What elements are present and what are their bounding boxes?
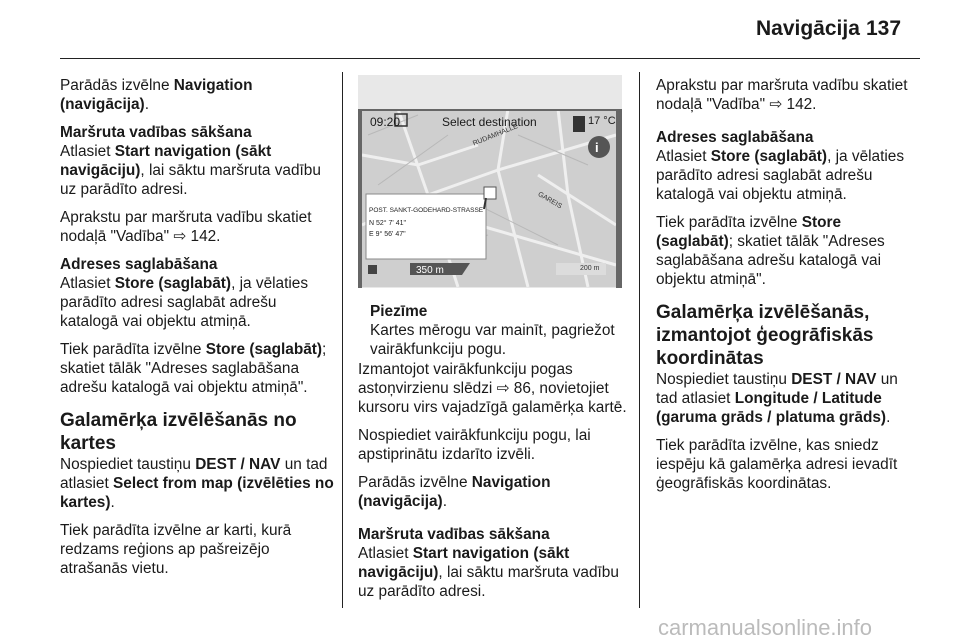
map-street-label: GAREIS — [536, 191, 563, 211]
map-scale: 200 m — [580, 265, 600, 272]
right-column — [656, 76, 922, 493]
column-divider-left — [342, 72, 343, 608]
navigation-screen-image — [358, 75, 622, 288]
map-latitude: N 52° 7' 41" — [369, 220, 406, 227]
middle-column — [358, 360, 634, 601]
section-heading: Adreses saglabāšana — [656, 129, 814, 146]
chapter-heading: Galamērķa izvēlēšanās, izmantojot ģeogrāfiskās koordinātas — [656, 302, 874, 369]
paragraph: Tiek parādīta izvēlne Store (saglabāt); skatiet tālāk "Adreses saglabāšana adrešu katalogā vai objektu atmiņā". — [60, 341, 327, 396]
paragraph: Atlasiet Start navigation (sākt navigāciju), lai sāktu maršruta vadību uz parādīto adresi. — [358, 545, 619, 600]
watermark-text: carmanualsonline.info — [658, 615, 873, 640]
map-address: POST. SANKT-GODEHARD-STRASSE — [369, 207, 484, 214]
paragraph: Aprakstu par maršruta vadību skatiet nodaļā "Vadība" ⇨ 142. — [60, 209, 312, 245]
paragraph: Tiek parādīta izvēlne, kas sniedz iespēju kā galamērķa adresi ievadīt ģeogrāfiskās koordinātas. — [656, 437, 898, 492]
note-title: Piezīme — [370, 303, 428, 320]
map-distance: 350 m — [416, 265, 444, 276]
paragraph: Tiek parādīta izvēlne Store (saglabāt); skatiet tālāk "Adreses saglabāšana adrešu katalogā vai objektu atmiņā". — [656, 214, 885, 288]
chapter-heading: Galamērķa izvēlēšanās no kartes — [60, 410, 297, 454]
note-text: Kartes mērogu var mainīt, pagriežot vairākfunkciju pogu. — [370, 322, 615, 358]
paragraph: Parādās izvēlne Navigation (navigācija). — [358, 474, 551, 510]
paragraph: Nospiediet taustiņu DEST / NAV un tad atlasiet Longitude / Latitude (garuma grāds / platuma grāds). — [656, 371, 898, 426]
paragraph: Izmantojot vairākfunkciju pogas astoņvirzienu slēdzi ⇨ 86, novietojiet kursoru virs vajadzīgā galamērķa kartē. — [358, 361, 627, 416]
section-heading: Maršruta vadības sākšana — [358, 526, 550, 543]
screen-title: Select destination — [442, 115, 537, 129]
paragraph: Parādās izvēlne Navigation (navigācija). — [60, 77, 253, 113]
paragraph: Atlasiet Store (saglabāt), ja vēlaties parādīto adresi saglabāt adrešu katalogā vai objektu atmiņā. — [656, 148, 905, 203]
paragraph: Atlasiet Store (saglabāt), ja vēlaties parādīto adresi saglabāt adrešu katalogā vai objektu atmiņā. — [60, 275, 309, 330]
svg-text:i: i — [595, 140, 599, 155]
section-heading: Maršruta vadības sākšana — [60, 124, 252, 141]
note-box — [370, 302, 628, 359]
map-longitude: E 9° 56' 47" — [369, 231, 406, 238]
left-column — [60, 76, 338, 578]
header-rule — [60, 58, 920, 59]
map-street-label: RUDAMHALLE — [472, 123, 519, 148]
paragraph: Nospiediet vairākfunkciju pogu, lai apstiprinātu izdarīto izvēli. — [358, 427, 591, 463]
column-divider-right — [639, 72, 640, 608]
screen-time: 09:20 — [370, 115, 401, 129]
paragraph: Atlasiet Start navigation (sākt navigāciju), lai sāktu maršruta vadību uz parādīto adresi. — [60, 143, 321, 198]
paragraph: Aprakstu par maršruta vadību skatiet nodaļā "Vadība" ⇨ 142. — [656, 77, 908, 113]
map-illustration — [358, 75, 622, 288]
page-number: 137 — [866, 17, 902, 40]
page-title: Navigācija — [756, 17, 860, 40]
screen-temperature: 17 °C — [588, 115, 616, 127]
section-heading: Adreses saglabāšana — [60, 256, 218, 273]
paragraph: Nospiediet taustiņu DEST / NAV un tad atlasiet Select from map (izvēlēties no kartes). — [60, 456, 334, 511]
paragraph: Tiek parādīta izvēlne ar karti, kurā redzams reģions ap pašreizējo atrašanās vietu. — [60, 522, 292, 577]
